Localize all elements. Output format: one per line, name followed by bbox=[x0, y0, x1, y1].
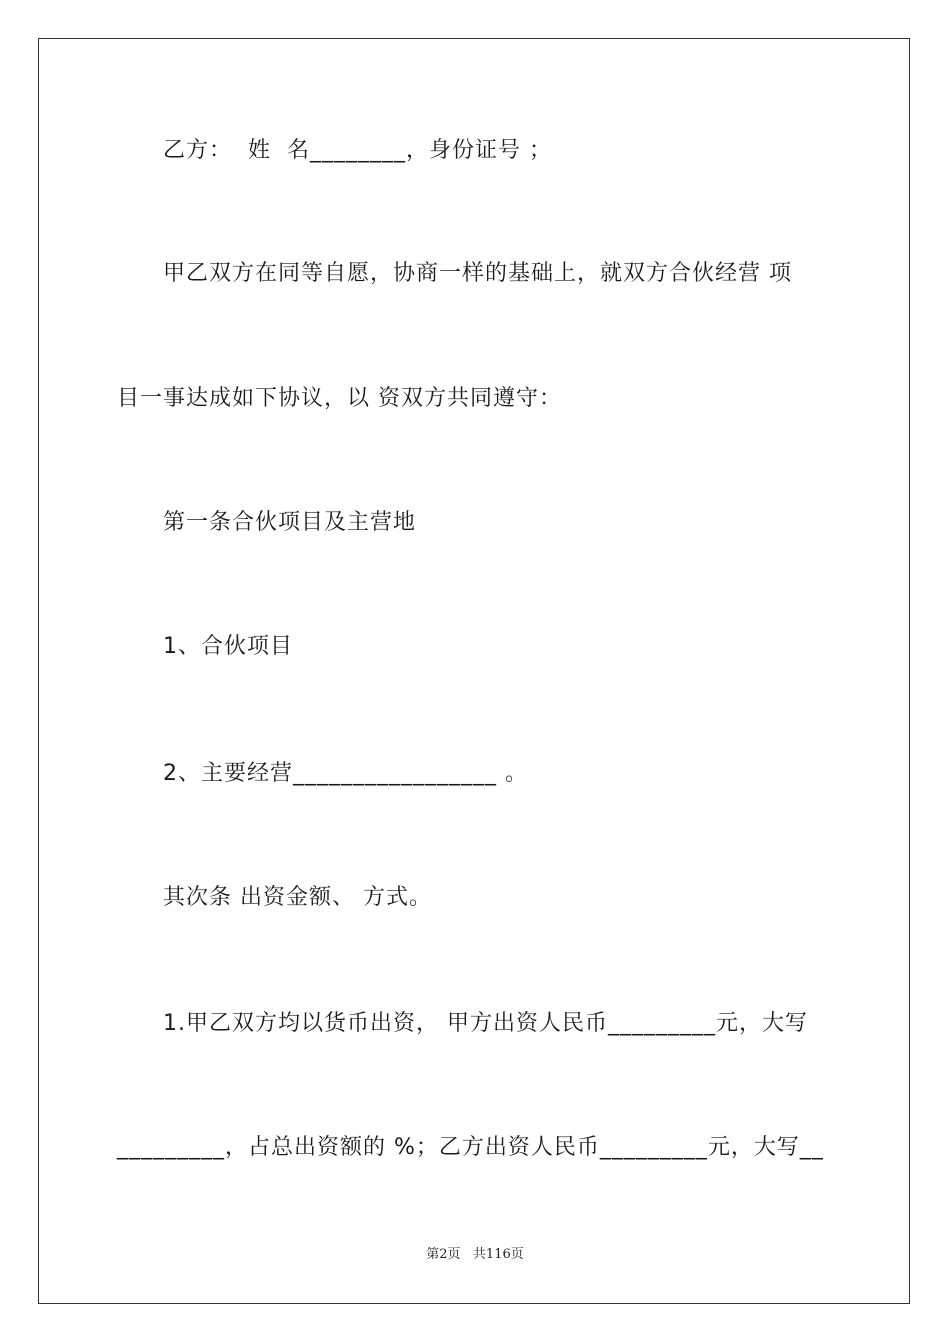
capital-contribution-line-2: _________，占总出资额的 %；乙方出资人民币_________元，大写__ bbox=[117, 1135, 824, 1160]
agreement-intro-line-1: 甲乙双方在同等自愿，协商一样的基础上，就双方合伙经营 项 bbox=[163, 261, 792, 286]
partnership-project-item: 1、合伙项目 bbox=[163, 634, 293, 659]
capital-contribution-line-1: 1.甲乙双方均以货币出资， 甲方出资人民币_________元，大写 bbox=[163, 1011, 808, 1036]
article-two-heading: 其次条 出资金额、 方式。 bbox=[163, 885, 432, 910]
main-business-item: 2、主要经营_________________ 。 bbox=[163, 761, 528, 786]
agreement-intro-line-2: 目一事达成如下协议，以 资双方共同遵守： bbox=[117, 386, 562, 411]
page-number-footer: 第2页 共116页 bbox=[426, 1247, 524, 1262]
party-b-line: 乙方： 姓 名________，身份证号 ； bbox=[163, 138, 552, 163]
article-one-heading: 第一条合伙项目及主营地 bbox=[163, 510, 417, 535]
page-border bbox=[38, 38, 910, 1304]
